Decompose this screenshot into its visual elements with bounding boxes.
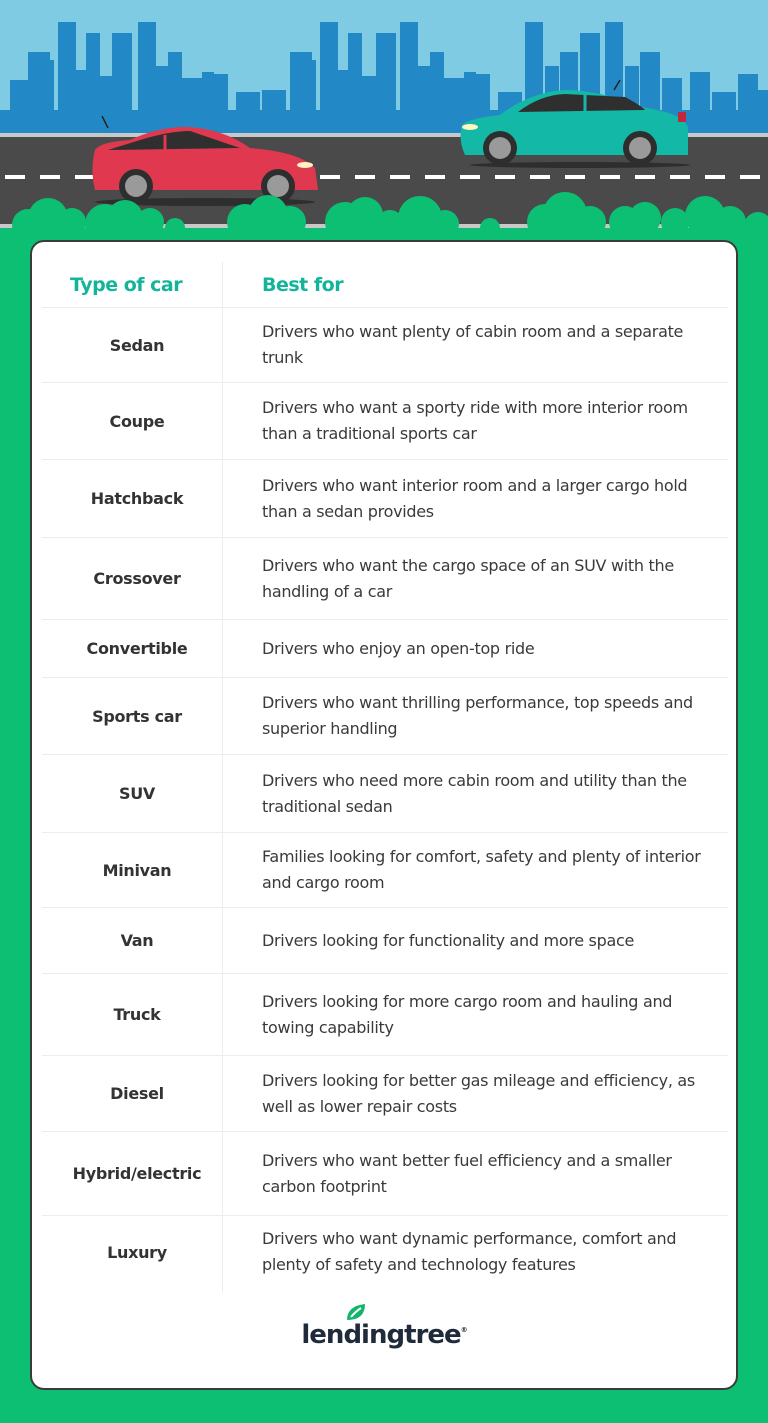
logo-text: lendingtree	[301, 1320, 461, 1350]
car-best-for: Drivers who need more cabin room and utility than the traditional sedan	[262, 770, 687, 816]
table-row	[42, 1056, 728, 1132]
car-best-for: Drivers who want interior room and a larger cargo hold than a sedan provides	[262, 475, 688, 521]
table-row	[42, 833, 728, 908]
car-best-for: Families looking for comfort, safety and plenty of interior and cargo room	[262, 847, 701, 892]
car-type: Luxury	[107, 1242, 167, 1262]
car-best-for: Drivers looking for more cargo room and hauling and towing capability	[262, 991, 673, 1037]
table-row	[42, 974, 728, 1056]
car-best-for: Drivers who want thrilling performance, top speeds and superior handling	[262, 693, 693, 738]
car-type: Van	[120, 931, 154, 950]
car-type: Truck	[113, 1005, 161, 1024]
table-row	[42, 908, 728, 974]
car-types-table	[42, 262, 728, 1288]
car-best-for: Drivers looking for functionality and more space	[262, 930, 634, 950]
header-illustration	[0, 0, 768, 240]
car-type: SUV	[119, 784, 155, 803]
table-row	[42, 755, 728, 833]
leaf-icon	[345, 1302, 367, 1322]
car-type: Sedan	[109, 335, 165, 355]
car-best-for: Drivers looking for better gas mileage and efficiency, as well as lower repair costs	[262, 1070, 695, 1116]
car-types-card	[30, 240, 738, 1390]
table-row	[42, 620, 728, 678]
table-row	[42, 383, 728, 460]
table-row	[42, 1132, 728, 1216]
car-best-for: Drivers who want the cargo space of an SUV with the handling of a car	[262, 555, 674, 601]
car-type: Convertible	[86, 639, 188, 658]
car-best-for: Drivers who want plenty of cabin room and a separate trunk	[262, 322, 684, 367]
car-type: Minivan	[102, 860, 172, 880]
lendingtree-logo	[32, 1320, 736, 1350]
table-row	[42, 1216, 728, 1288]
table-header-row	[42, 262, 728, 308]
header-best-for: Best for	[262, 273, 344, 296]
car-type: Hatchback	[90, 489, 184, 508]
header-type-of-car: Type of car	[70, 273, 183, 296]
car-type: Sports car	[92, 706, 182, 726]
car-type: Crossover	[93, 569, 181, 588]
table-row	[42, 678, 728, 755]
car-best-for: Drivers who enjoy an open-top ride	[262, 638, 535, 658]
table-row	[42, 460, 728, 538]
car-best-for: Drivers who want a sporty ride with more interior room than a traditional sports car	[262, 398, 688, 443]
car-type: Coupe	[109, 411, 165, 431]
table-row	[42, 538, 728, 620]
table-row	[42, 308, 728, 383]
car-type: Diesel	[110, 1084, 164, 1103]
car-best-for: Drivers who want dynamic performance, comfort and plenty of safety and technology features	[262, 1229, 677, 1274]
registered-mark: ®	[460, 1326, 467, 1334]
car-type: Hybrid/electric	[72, 1164, 202, 1183]
car-best-for: Drivers who want better fuel efficiency and a smaller carbon footprint	[262, 1150, 672, 1196]
